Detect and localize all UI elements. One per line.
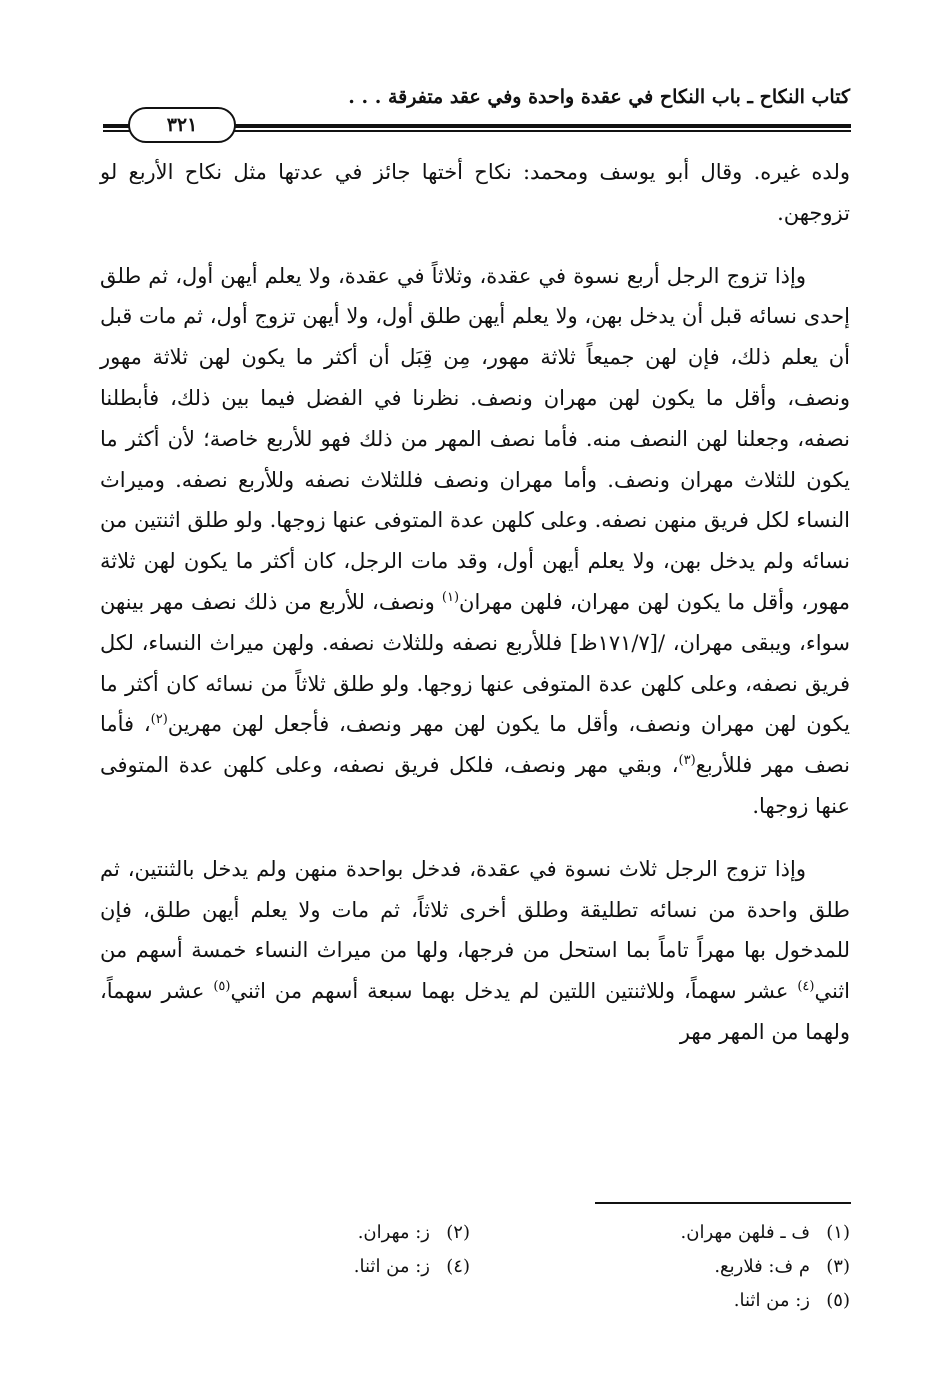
paragraph-continued: ولده غيره. وقال أبو يوسف ومحمد: نكاح أختها جائز في عدتها مثل نكاح الأربع لو تزوجهن.	[100, 160, 850, 225]
footnote-number: (٢)	[446, 1222, 470, 1243]
footnote-number: (٣)	[826, 1256, 850, 1277]
footnote-text: ز: مهران.	[357, 1222, 430, 1243]
footnote-text: ز: من اثنا.	[733, 1290, 810, 1311]
paragraph-text: ونصف، للأربع من ذلك نصف مهر بينهن سواء، ويبقى مهران، /[١٧١/٧ظ] فللأربع نصفه وللثلاث نصفه. ولهن ميراث النساء، لكل فريق نصفه، وعلى كلهن عدة المتوفى عنها زوجها. ولو طلق ثلاثاً من نسائه كان أكثر ما يكون لهن مهران ونصف، وأقل ما يكون لهن مهر ونصف، فأجعل لهن مهرين	[100, 589, 850, 737]
footnote-text: ز: من اثنا.	[353, 1256, 430, 1277]
main-text	[100, 152, 850, 1053]
paragraph-text: عشر سهماً، وللاثنتين اللتين لم يدخل بهما سبعة أسهم من اثني	[230, 979, 798, 1004]
footnote-item	[358, 1218, 470, 1248]
paragraph-text: ، فأما نصف مهر فللأربع	[100, 712, 850, 778]
footnote-ref[interactable]: (١)	[441, 589, 460, 605]
footnote-ref[interactable]: (٤)	[797, 979, 815, 995]
footnote-number: (٥)	[826, 1290, 850, 1311]
footnote-number: (١)	[826, 1222, 850, 1243]
paragraph	[100, 256, 850, 827]
running-header-title: كتاب النكاح ـ باب النكاح في عقدة واحدة وفي عقد متفرقة . . .	[348, 86, 850, 108]
paragraph	[100, 849, 850, 1053]
footnote-ref[interactable]: (٥)	[213, 979, 231, 995]
footnote-ref[interactable]: (٣)	[678, 753, 696, 769]
page-number-badge: ٣٢١	[128, 107, 236, 143]
paragraph-text: وإذا تزوج الرجل ثلاث نسوة في عقدة، فدخل بواحدة منهن ولم يدخل بالثنتين، ثم طلق واحدة من نسائه تطليقة وطلق أخرى ثلاثاً، ثم مات ولا يعلم أيهن طلق، فإن للمدخول بها مهراً تاماً بما استحل من فرجها، ولها من ميراث النساء خمسة أسهم من اثني	[100, 856, 851, 1004]
paragraph-text: وإذا تزوج الرجل أربع نسوة في عقدة، وثلاثاً في عقدة، ولا يعلم أيهن أول، ثم طلق إحدى نسائه قبل أن يدخل بهن، ولا يعلم أيهن طلق أول، ولا أيهن تزوج أول، ثم مات قبل أن يعلم ذلك، فإن لهن جميعاً ثلاثة مهور، مِن قِبَل أن أكثر ما يكون لهن ثلاثة مهور ونصف، وأقل ما يكون لهن مهران ونصف. نظرنا في الفضل فيما بين ذلك، فأبطلنا نصفه، وجعلنا لهن النصف منه. فأما نصف المهر من ذلك فهو للأربع خاصة؛ لأن أكثر ما يكون للثلاث مهران ونصف. وأما مهران ونصف فللثلاث نصفه وللأربع نصفه. وميراث النساء لكل فريق منهن نصفه. وعلى كلهن عدة المتوفى عنها زوجها. ولو طلق اثنتين من نسائه ولم يدخل بهن، ولا يعلم أيهن أول، وقد مات الرجل، كان أكثر ما يكون لهن ثلاثة مهور، وأقل ما يكون لهن مهران، فلهن مهران	[100, 263, 850, 614]
footnote-separator	[595, 1202, 851, 1204]
footnote-number: (٤)	[446, 1256, 470, 1277]
footnote-item	[354, 1252, 470, 1282]
footnote-item	[714, 1252, 850, 1282]
paragraph-text: عشر سهماً، ولهما من المهر مهر	[100, 979, 850, 1044]
footnote-text: ف ـ فلهن مهران.	[680, 1222, 810, 1243]
footnote-item	[681, 1218, 850, 1248]
footnote-item	[734, 1286, 850, 1316]
footnote-ref[interactable]: (٢)	[150, 712, 168, 728]
footnote-text: م ف: فلاربع.	[714, 1256, 810, 1277]
paragraph-text: ، وبقي مهر ونصف، فلكل فريق نصفه، وعلى كلهن عدة المتوفى عنها زوجها.	[100, 753, 850, 818]
